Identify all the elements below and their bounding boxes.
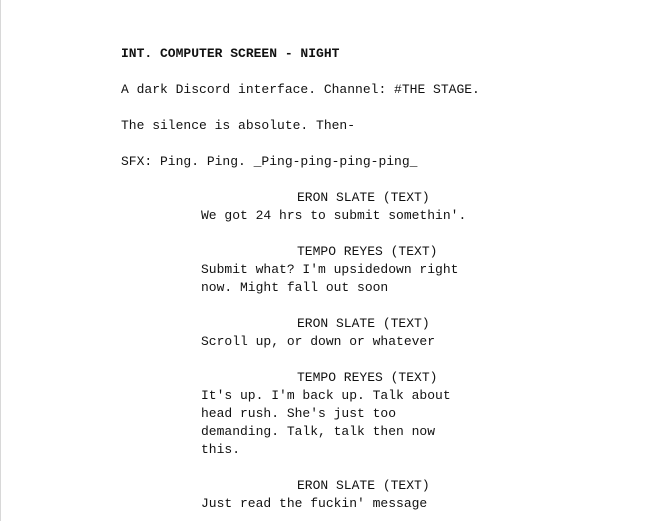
dialogue-line: demanding. Talk, talk then now: [201, 424, 436, 439]
dialogue-line: Submit what? I'm upsidedown right: [201, 262, 459, 277]
action-line: The silence is absolute. Then-: [121, 118, 356, 133]
character-cue: TEMPO REYES (TEXT): [297, 370, 438, 385]
character-cue: ERON SLATE (TEXT): [297, 316, 430, 331]
dialogue-line: We got 24 hrs to submit somethin'.: [201, 208, 467, 223]
dialogue-line: this.: [201, 442, 241, 457]
scene-heading: INT. COMPUTER SCREEN - NIGHT: [121, 46, 340, 61]
dialogue-line: head rush. She's just too: [201, 406, 397, 421]
character-cue: ERON SLATE (TEXT): [297, 478, 430, 493]
character-cue: ERON SLATE (TEXT): [297, 190, 430, 205]
dialogue-line: Just read the fuckin' message: [201, 496, 428, 511]
dialogue-line: now. Might fall out soon: [201, 280, 389, 295]
action-line: SFX: Ping. Ping. _Ping-ping-ping-ping_: [121, 154, 418, 169]
dialogue-line: It's up. I'm back up. Talk about: [201, 388, 451, 403]
action-line: A dark Discord interface. Channel: #THE STAGE.: [121, 82, 480, 97]
character-cue: TEMPO REYES (TEXT): [297, 244, 438, 259]
dialogue-line: Scroll up, or down or whatever: [201, 334, 436, 349]
